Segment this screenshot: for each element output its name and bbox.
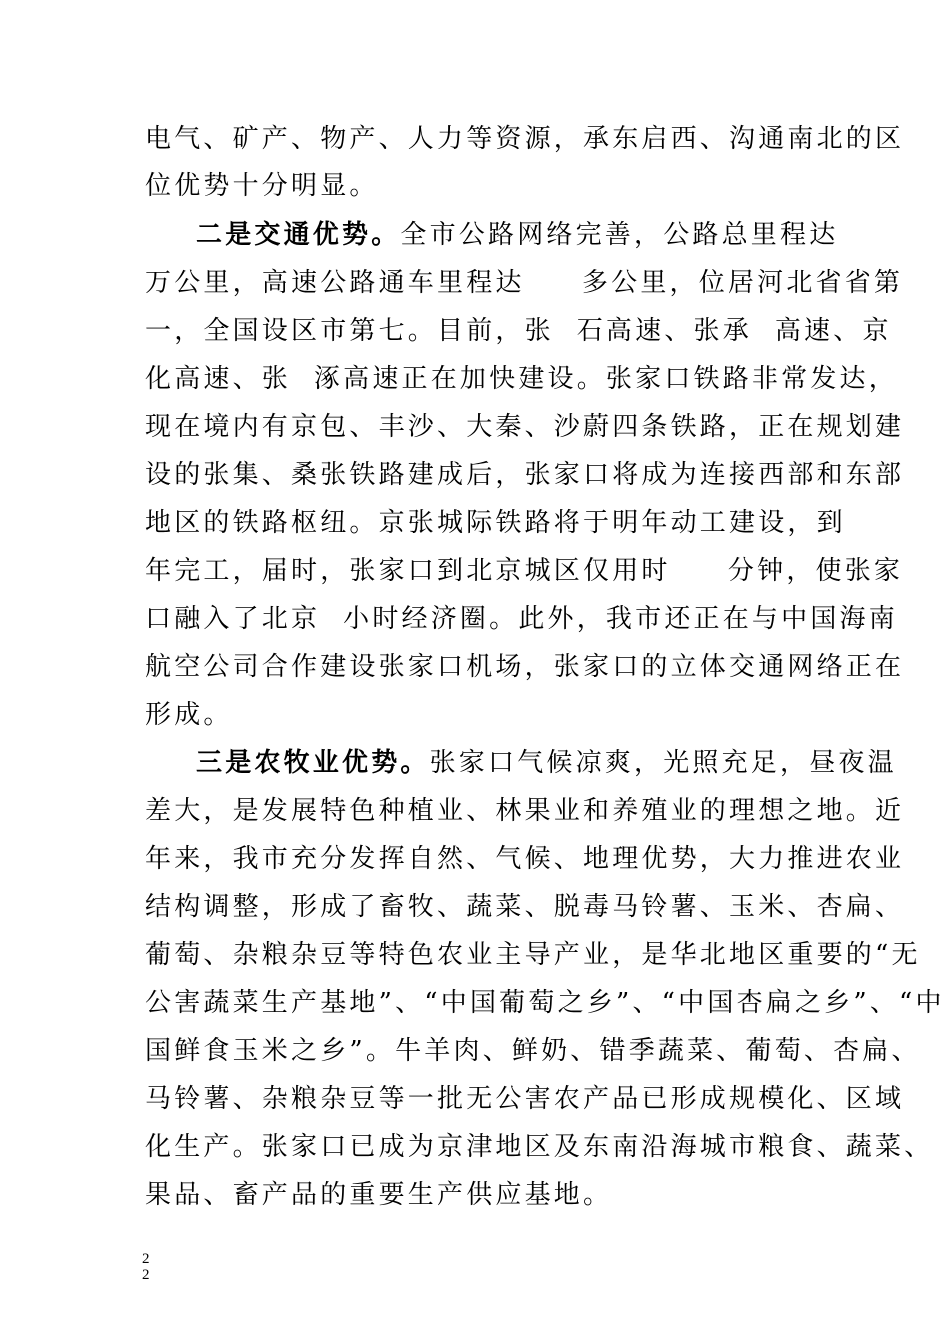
paragraph-3-line-1-text: 张家口气候凉爽，光照充足，昼夜温 [429,748,897,778]
paragraph-2-line-10: 航空公司合作建设张家口机场，张家口的立体交通网络正在 [145,652,905,682]
paragraph-3-line-3: 年来，我市充分发挥自然、气候、地理优势，大力推进农业 [145,844,905,874]
paragraph-2-line-8: 年完工，届时，张家口到北京城区仅用时 分钟，使张家 [145,556,904,586]
paragraph-1-line-1: 电气、矿产、物产、人力等资源，承东启西、沟通南北的区 [145,124,905,154]
paragraph-2-lead: 二是交通优势。 [196,220,401,250]
page-number-top: 2 [142,1251,150,1267]
paragraph-3-line-2: 差大，是发展特色种植业、林果业和养殖业的理想之地。近 [145,796,905,826]
paragraph-3-line-4: 结构调整，形成了畜牧、蔬菜、脱毒马铃薯、玉米、杏扁、 [145,892,905,922]
paragraph-2-line-9: 口融入了北京 小时经济圈。此外，我市还正在与中国海南 [145,604,898,634]
paragraph-2-line-2: 万公里，高速公路通车里程达 多公里，位居河北省省第 [145,268,904,298]
paragraph-2-line-1 [196,220,838,250]
paragraph-3-line-10: 果品、畜产品的重要生产供应基地。 [145,1180,613,1210]
paragraph-1-line-2: 位优势十分明显。 [145,171,379,201]
paragraph-2-line-6: 设的张集、桑张铁路建成后，张家口将成为连接西部和东部 [145,460,905,490]
paragraph-2-line-7: 地区的铁路枢纽。京张城际铁路将于明年动工建设，到 [145,508,846,538]
paragraph-3-line-7: 国鲜食玉米之乡”。牛羊肉、鲜奶、错季蔬菜、葡萄、杏扁、 [145,1036,921,1066]
paragraph-3-line-9: 化生产。张家口已成为京津地区及东南沿海城市粮食、蔬菜、 [145,1132,934,1162]
paragraph-3-line-6: 公害蔬菜生产基地”、“中国葡萄之乡”、“中国杏扁之乡”、“中 [145,988,945,1018]
paragraph-3-line-1 [196,748,897,778]
paragraph-3-line-8: 马铃薯、杂粮杂豆等一批无公害农产品已形成规模化、区域 [145,1084,905,1114]
paragraph-2-line-4: 化高速、张 涿高速正在加快建设。张家口铁路非常发达， [145,364,898,394]
paragraph-2-line-3: 一，全国设区市第七。目前，张 石高速、张承 高速、京 [145,316,892,346]
paragraph-3-lead: 三是农牧业优势。 [196,748,430,778]
paragraph-2-line-11: 形成。 [145,700,233,730]
paragraph-2-line-1-text: 全市公路网络完善，公路总里程达 [400,220,839,250]
page-number-bottom: 2 [142,1267,150,1283]
paragraph-2-line-5: 现在境内有京包、丰沙、大秦、沙蔚四条铁路，正在规划建 [145,412,905,442]
paragraph-3-line-5: 葡萄、杂粮杂豆等特色农业主导产业，是华北地区重要的“无 [145,940,921,970]
